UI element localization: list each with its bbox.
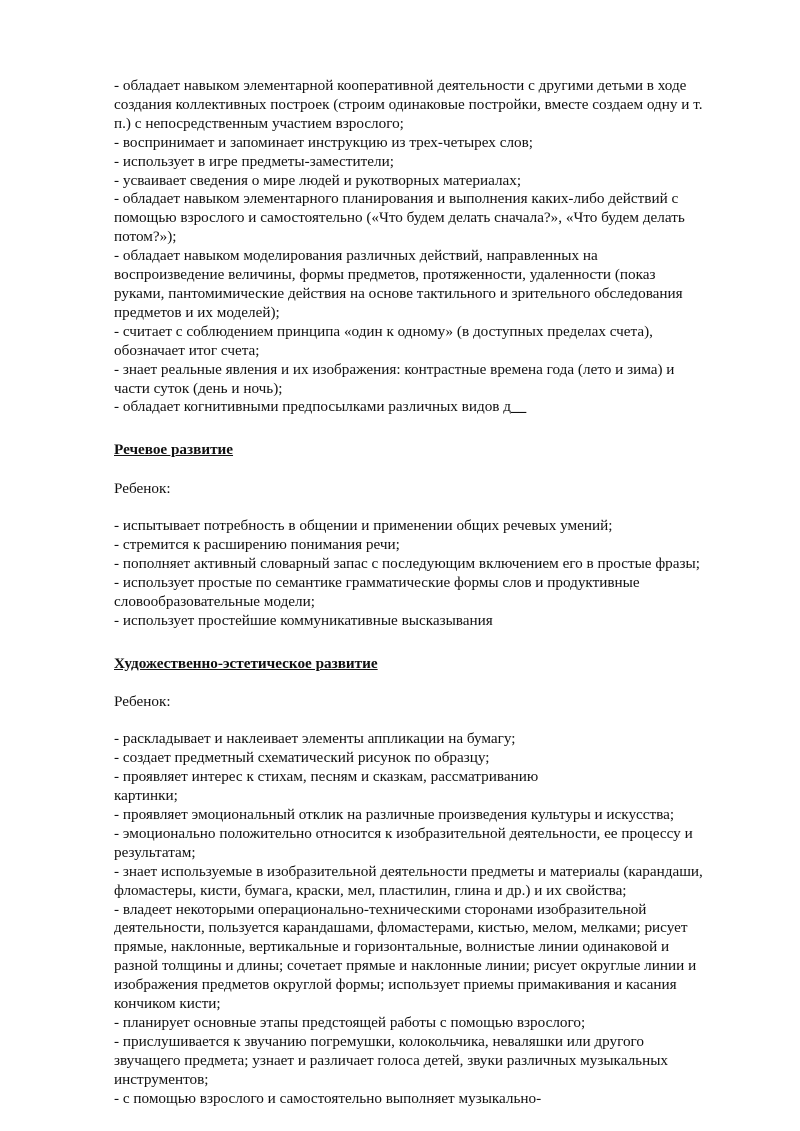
- section-heading: Речевое развитие: [114, 441, 234, 459]
- text-line: - использует в игре предметы-заместители;: [114, 152, 394, 170]
- text-line: - знает реальные явления и их изображения: контрастные времена года (лето и зима) и: [114, 360, 675, 378]
- text-line: помощью взрослого и самостоятельно («Что будем делать сначала?», «Что будем делать: [114, 209, 685, 227]
- speech-section: [114, 441, 754, 630]
- text-line: - стремится к расширению понимания речи;: [114, 536, 400, 554]
- text-line: создания коллективных построек (строим одинаковые постройки, вместе создаем одну и т.: [114, 95, 703, 113]
- text-line: п.) с непосредственным участием взрослого;: [114, 114, 404, 132]
- text-line: деятельности, пользуется карандашами, фломастерами, кистью, мелом, мелками; рисует: [114, 919, 688, 937]
- text-line: воспроизведение величины, формы предметов, протяженности, удаленности (показ: [114, 266, 656, 284]
- text-line: - владеет некоторыми операционально-техническими сторонами изобразительной: [114, 900, 647, 918]
- text-line: результатам;: [114, 843, 196, 861]
- text-line: - эмоционально положительно относится к изобразительной деятельности, ее процессу и: [114, 824, 693, 842]
- text-fragment: - обладает когнитивными предпосылками различных видов д: [114, 398, 512, 416]
- cognitive-section: [114, 77, 754, 417]
- text-line: руками, пантомимические действия на основе тактильного и зрительного обследования: [114, 284, 683, 302]
- text-line: - обладает навыком элементарной кооперативной деятельности с другими детьми в ходе: [114, 77, 687, 94]
- text-line: - обладает навыком элементарного планирования и выполнения каких-либо действий с: [114, 190, 679, 208]
- child-label: Ребенок:: [114, 480, 171, 498]
- text-line: - пополняет активный словарный запас с последующим включением его в простые фразы;: [114, 554, 700, 572]
- text-line: словообразовательные модели;: [114, 592, 315, 610]
- art-section: [114, 655, 754, 1109]
- text-line: - обладает навыком моделирования различных действий, направленных на: [114, 247, 598, 265]
- text-line: разной толщины и длины; сочетает прямые и наклонные линии; рисует округлые линии и: [114, 957, 697, 975]
- text-line: инструментов;: [114, 1070, 209, 1088]
- text-line: изображения предметов округлой формы; использует приемы примакивания и касания: [114, 976, 677, 994]
- underlined-fragment: __: [511, 398, 527, 416]
- section-heading: Художественно-эстетическое развитие: [114, 654, 378, 672]
- text-line: картинки;: [114, 787, 178, 805]
- text-line: - использует простые по семантике грамматические формы слов и продуктивные: [114, 573, 640, 591]
- text-line: - планирует основные этапы предстоящей работы с помощью взрослого;: [114, 1013, 586, 1031]
- text-line: кончиком кисти;: [114, 995, 221, 1013]
- text-line: потом?»);: [114, 228, 177, 246]
- text-line: - считает с соблюдением принципа «один к одному» (в доступных пределах счета),: [114, 322, 653, 340]
- text-line: [114, 398, 754, 417]
- child-label: Ребенок:: [114, 693, 171, 711]
- text-line: фломастеры, кисти, бумага, краски, мел, пластилин, глина и др.) и их свойства;: [114, 881, 627, 899]
- text-line: обозначает итог счета;: [114, 341, 260, 359]
- text-line: части суток (день и ночь);: [114, 379, 283, 397]
- text-line: - создает предметный схематический рисунок по образцу;: [114, 749, 490, 767]
- text-line: звучащего предмета; узнает и различает голоса детей, звуки различных музыкальных: [114, 1051, 669, 1069]
- text-line: - воспринимает и запоминает инструкцию из трех-четырех слов;: [114, 133, 534, 151]
- text-line: - испытывает потребность в общении и применении общих речевых умений;: [114, 517, 613, 535]
- text-line: - усваивает сведения о мире людей и рукотворных материалах;: [114, 171, 522, 189]
- text-line: - прислушивается к звучанию погремушки, колокольчика, неваляшки или другого: [114, 1032, 645, 1050]
- text-line: - с помощью взрослого и самостоятельно выполняет музыкально-: [114, 1089, 542, 1107]
- text-line: - проявляет интерес к стихам, песням и сказкам, рассматриванию: [114, 768, 539, 786]
- document-page: [114, 77, 754, 1109]
- text-line: - раскладывает и наклеивает элементы аппликации на бумагу;: [114, 730, 516, 748]
- text-line: предметов и их моделей);: [114, 303, 280, 321]
- text-line: - проявляет эмоциональный отклик на различные произведения культуры и искусства;: [114, 806, 675, 823]
- text-line: - знает используемые в изобразительной деятельности предметы и материалы (карандаши,: [114, 862, 703, 880]
- text-line: прямые, наклонные, вертикальные и горизонтальные, волнистые линии одинаковой и: [114, 938, 670, 956]
- text-line: - использует простейшие коммуникативные высказывания: [114, 611, 493, 629]
